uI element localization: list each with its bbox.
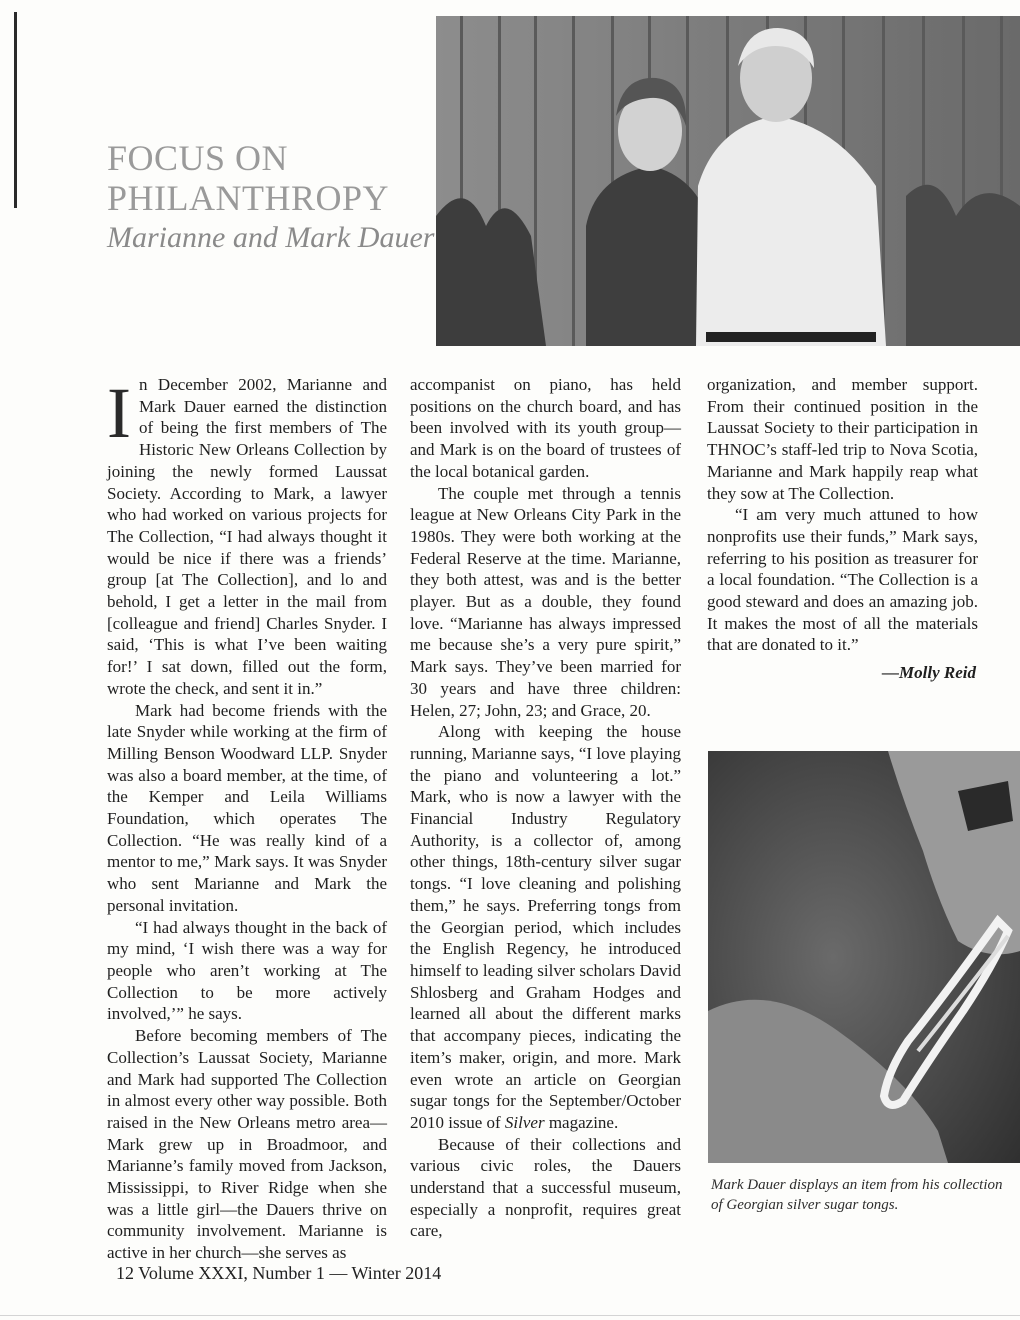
magazine-title: Silver (504, 1112, 545, 1132)
article-column-2 (410, 374, 681, 1242)
paragraph: Because of their collections and various civic roles, the Dauers understand that a successful museum, especially a nonprofit, requires great care, (410, 1134, 681, 1241)
paragraph: Before becoming members of The Collection’s Laussat Society, Marianne and Mark had supported The Collection in almost every other way possible. Both raised in the New Orleans metro area—Mark grew up in Broadmoor, and Marianne’s family moved from Jackson, Mississippi, to River Ridge when she was a little girl—the Dauers thrive on community involvement. Marianne is active in her church—she serves as (107, 1026, 387, 1263)
photo-caption: Mark Dauer displays an item from his collection of Georgian silver sugar tongs. (711, 1177, 1003, 1213)
paragraph: “I had always thought in the back of my mind, ‘I wish there was a way for people who aren’t working at The Collection to be more actively involved,’” he says. (107, 917, 387, 1024)
title-line-2: PHILANTHROPY (107, 178, 390, 218)
couple-photo (436, 16, 1020, 346)
article-column-1 (107, 374, 387, 1264)
page-footer: 12 Volume XXXI, Number 1 — Winter 2014 (116, 1263, 442, 1283)
paragraph: organization, and member support. From their continued position in the Laussat Society to their participation in THNOC’s staff-led trip to Nova Scotia, Marianne and Mark happily reap what they sow at The Collection. (707, 375, 978, 503)
paragraph-end: magazine. (544, 1112, 619, 1132)
title-line-1: FOCUS ON (107, 138, 289, 178)
page-title (107, 138, 437, 218)
paragraph: “I am very much attuned to how nonprofits use their funds,” Mark says, referring to his position as treasurer for a local foundation. “The Collection is a good steward and does an amazing job. It makes the most of all the materials that are donated to it.” (707, 505, 978, 655)
drop-cap: I (107, 373, 131, 453)
paragraph: Mark had become friends with the late Snyder while working at the firm of Milling Benson Woodward LLP. Snyder was also a board member, at the time, of the Kemper and Leila Williams Foundation, which operates The Collection. “He was really kind of a mentor to me,” Mark says. It was Snyder who sent Marianne and Mark the personal invitation. (107, 700, 387, 915)
paragraph (410, 721, 681, 1133)
edge-bar (14, 12, 17, 208)
page-subtitle: Marianne and Mark Dauer (107, 221, 435, 254)
paragraph: accompanist on piano, has held positions on the church board, and has been involved with its youth group—and Mark is on the board of trustees of the local botanical garden. (410, 375, 681, 481)
sugar-tongs-photo (708, 751, 1020, 1163)
paragraph-text: Along with keeping the house running, Marianne says, “I love playing the piano and volunteering a lot.” Mark, who is now a lawyer with the Financial Industry Regulatory Authority, is a collector of, among other things, 18th-century silver sugar tongs. “I love cleaning and polishing them,” he says. Preferring tongs from the Georgian period, which includes the English Regency, he introduced himself to leading silver scholars David Shlosberg and Graham Hodges and learned all about the different marks that accompany pieces, indicating the item’s maker, origin, and more. Mark even wrote an article on Georgian sugar tongs for the September/October 2010 issue of (410, 722, 681, 1132)
paragraph-text: n December 2002, Marianne and Mark Dauer earned the distinction of being the first members of The Historic New Orleans Collection by joining the newly formed Laussat Society. According to Mark, a lawyer who had worked on various projects for The Collection, “I had always thought it would be nice if there was a friends’ group [at The Collection], and lo and behold, I get a letter in the mail from [colleague and friend] Charles Snyder. I said, ‘This is what I’ve been waiting for!’ I sat down, filled out the form, wrote the check, and sent it in.” (107, 375, 387, 698)
footer-rule (0, 1315, 1020, 1316)
article-column-3 (707, 374, 978, 684)
author-signature: —Molly Reid (882, 663, 976, 683)
paragraph (107, 374, 387, 700)
paragraph: The couple met through a tennis league at New Orleans City Park in the 1980s. They were both working at the Federal Reserve at the time. Marianne, they both attest, was and is the better player. But as a double, they found love. “Marianne has always impressed me because she’s a very pure spirit,” Mark says. They’ve been married for 30 years and have three children: Helen, 27; John, 23; and Grace, 20. (410, 483, 681, 720)
